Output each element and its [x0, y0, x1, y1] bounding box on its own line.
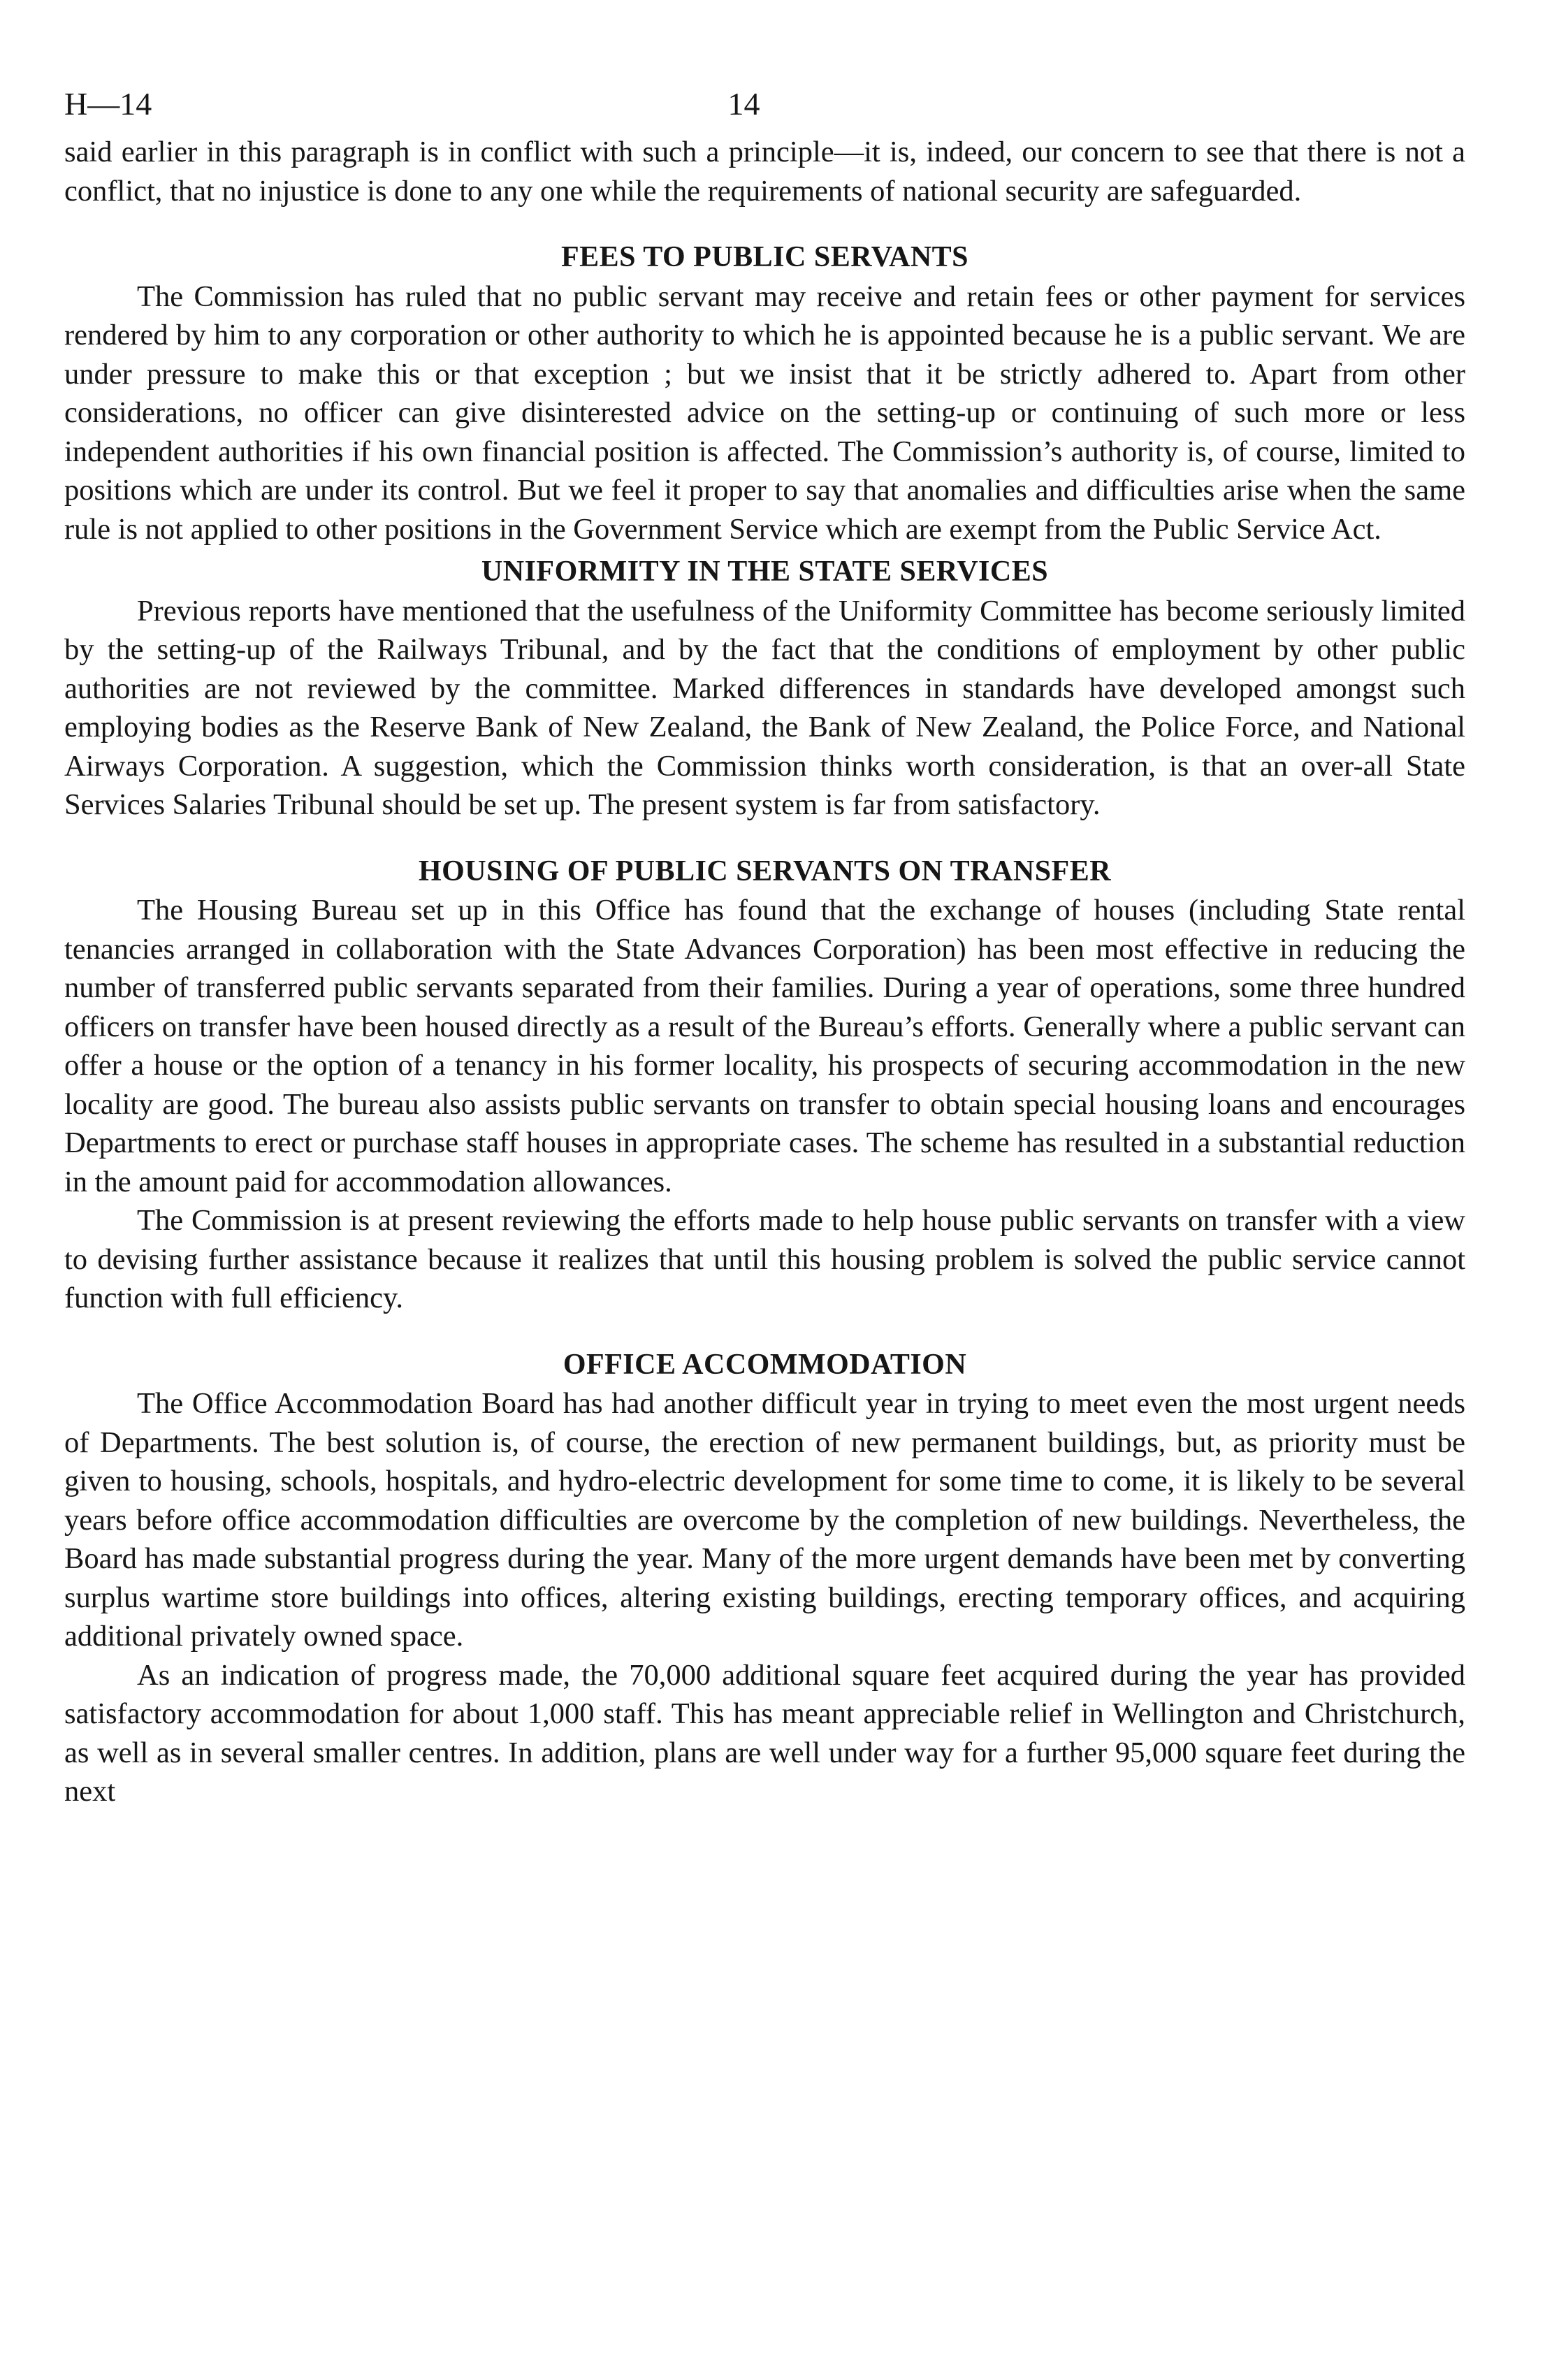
document-page — [64, 84, 1465, 1811]
report-reference: H—14 — [64, 86, 152, 122]
page-number: 14 — [727, 86, 760, 122]
office-paragraph-2: As an indication of progress made, the 70,000 additional square feet acquired during the year has provided satisfactory accommodation for about 1,000 staff. This has meant appreciable relief in Wellington and Christchurch, as well as in several smaller centres. In addition, plans are well under way for a further 95,000 square feet during the next — [64, 1658, 1465, 1808]
housing-paragraph-2: The Commission is at present reviewing the efforts made to help house public servants on transfer with a view to devising further assistance because it realizes that until this housing problem is solved the public service cannot function with full efficiency. — [64, 1204, 1465, 1314]
fees-heading: FEES TO PUBLIC SERVANTS — [560, 241, 969, 273]
uniformity-heading: UNIFORMITY IN THE STATE SERVICES — [481, 556, 1049, 588]
housing-heading: HOUSING OF PUBLIC SERVANTS ON TRANSFER — [418, 855, 1112, 887]
office-heading: OFFICE ACCOMMODATION — [563, 1348, 967, 1381]
page-header — [64, 84, 1465, 133]
fees-paragraph: The Commission has ruled that no public servant may receive and retain fees or other payment for services rendered by him to any corporation or other authority to which he is appointed because he is a public servant. We are under pressure to make this or that exception ; but we insist that it be strictly adhered to. Apart from other considerations, no officer can give disinterested advice on the setting-up or continuing of such more or less independent authorities if his own financial position is affected. The Commission’s authority is, of course, limited to positions which are under its control. But we feel it proper to say that anomalies and difficulties arise when the same rule is not applied to other positions in the Government Service which are exempt from the Public Service Act. — [64, 280, 1465, 546]
intro-paragraph: said earlier in this paragraph is in conflict with such a principle—it is, indeed, our concern to see that there is not a conflict, that no injustice is done to any one while the requirements of national security are safeguarded. — [64, 136, 1465, 208]
uniformity-paragraph: Previous reports have mentioned that the usefulness of the Uniformity Committee has become seriously limited by the setting-up of the Railways Tribunal, and by the fact that the conditions of employment by other public authorities are not reviewed by the committee. Marked differences in standards have developed amongst such employing bodies as the Reserve Bank of New Zealand, the Bank of New Zealand, the Police Force, and National Airways Corporation. A suggestion, which the Commission thinks worth consideration, is that an over-all State Services Salaries Tribunal should be set up. The present system is far from satisfactory. — [64, 594, 1465, 821]
office-paragraph-1: The Office Accommodation Board has had another difficult year in trying to meet even the most urgent needs of Departments. The best solution is, of course, the erection of new permanent buildings, but, as priority must be given to housing, schools, hospitals, and hydro-electric development for some time to come, it is likely to be several years before office accommodation difficulties are overcome by the completion of new buildings. Nevertheless, the Board has made substantial progress during the year. Many of the more urgent demands have been met by converting surplus wartime store buildings into offices, altering existing buildings, erecting temporary offices, and acquiring additional privately owned space. — [64, 1387, 1465, 1653]
housing-paragraph-1: The Housing Bureau set up in this Office has found that the exchange of houses (including State rental tenancies arranged in collaboration with the State Advances Corporation) has been most effective in reducing the number of transferred public servants separated from their families. During a year of operations, some three hundred officers on transfer have been housed directly as a result of the Bureau’s efforts. Generally where a public servant can offer a house or the option of a tenancy in his former locality, his prospects of securing accommodation in the new locality are good. The bureau also assists public servants on transfer to obtain special housing loans and encourages Departments to erect or purchase staff houses in appropriate cases. The scheme has resulted in a substantial reduction in the amount paid for accommodation allowances. — [64, 894, 1465, 1198]
